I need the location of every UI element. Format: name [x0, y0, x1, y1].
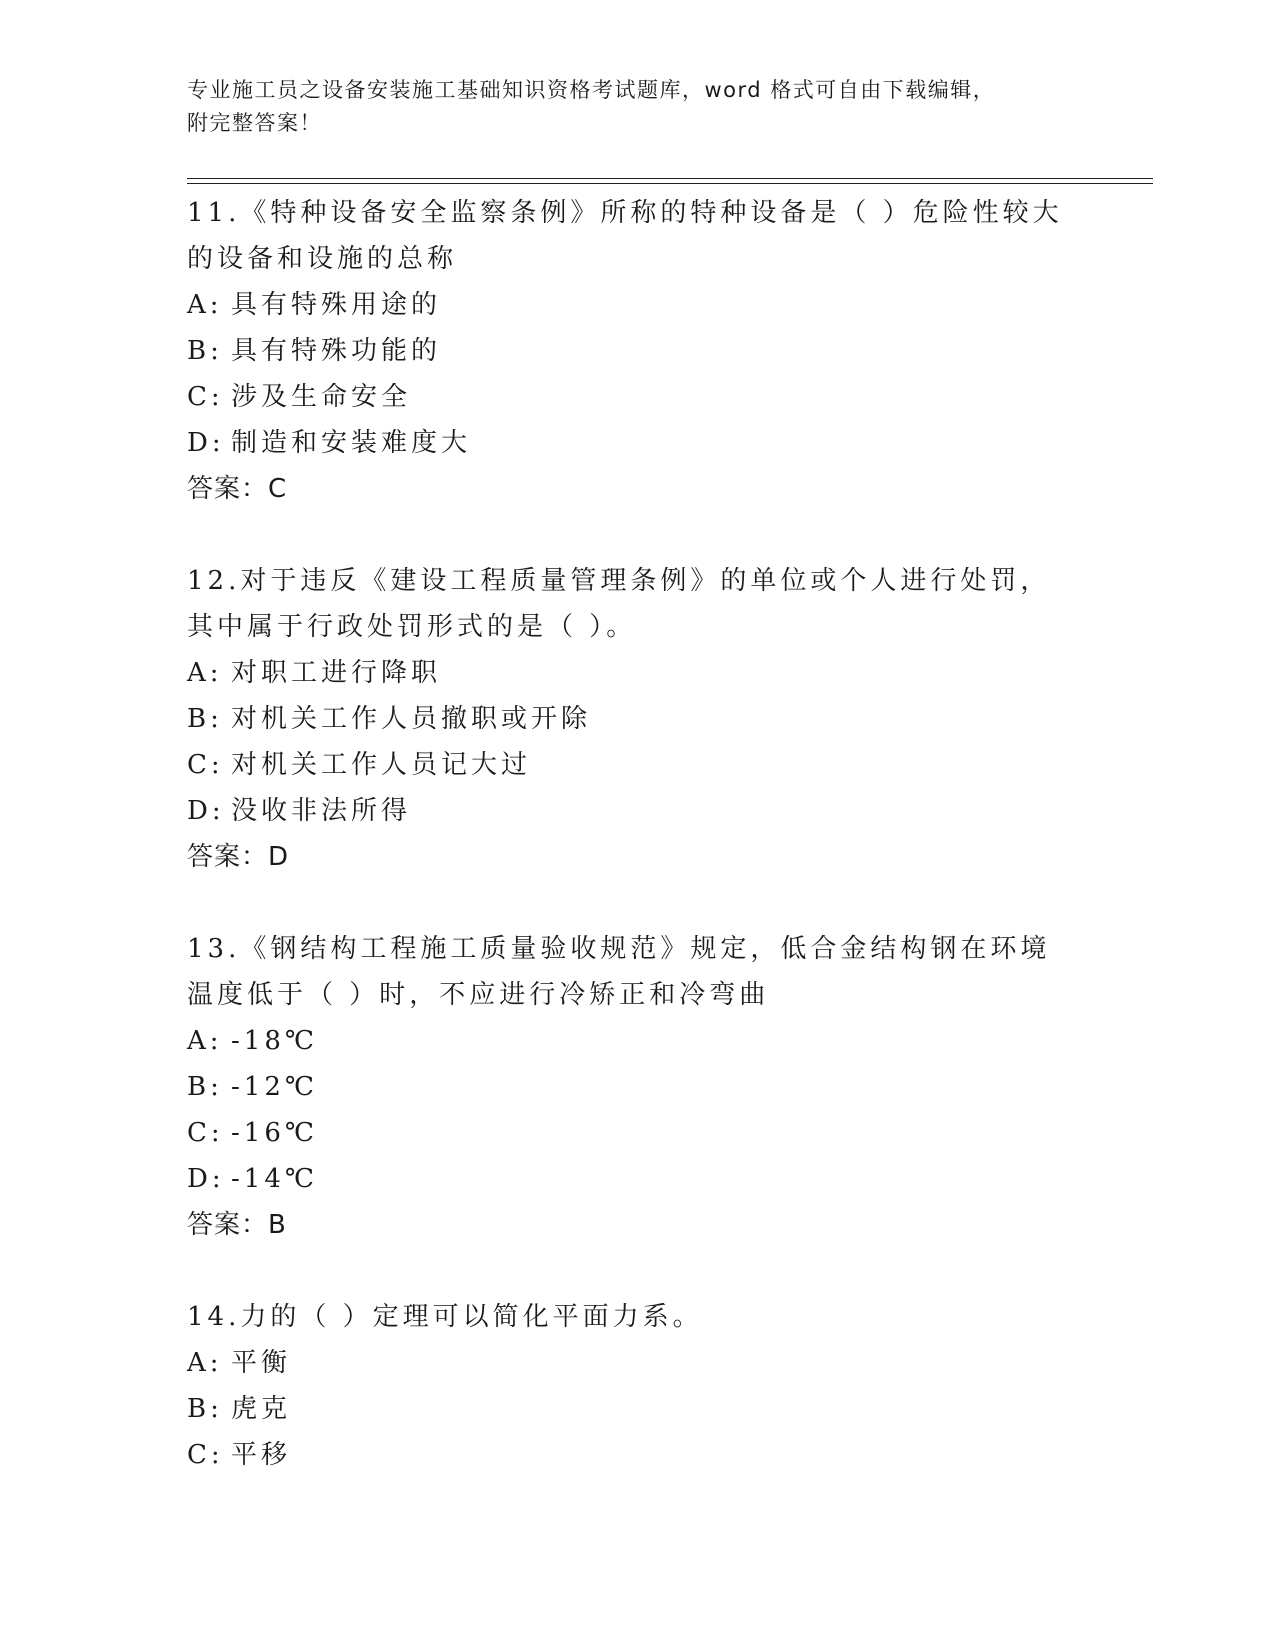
option-letter: A: — [187, 1348, 223, 1378]
option-letter: D: — [187, 428, 225, 458]
question-stem: 14.力的（ ）定理可以简化平面力系。 — [187, 1302, 703, 1332]
question-list — [187, 190, 1087, 1524]
option-c — [187, 1110, 1087, 1156]
question-stem: 13.《钢结构工程施工质量验收规范》规定，低合金结构钢在环境温度低于（ ）时，不应进行冷矫正和冷弯曲 — [187, 934, 1051, 1010]
option-text: 具有特殊功能的 — [231, 336, 442, 366]
header-divider-top — [187, 178, 1153, 179]
option-text: -18℃ — [231, 1026, 318, 1056]
document-header — [187, 74, 1087, 140]
option-a — [187, 1018, 1087, 1064]
header-line-1: 专业施工员之设备安装施工基础知识资格考试题库，word 格式可自由下载编辑， — [187, 78, 996, 102]
option-a — [187, 650, 1087, 696]
option-text: 制造和安装难度大 — [231, 428, 472, 458]
option-letter: B: — [187, 1394, 223, 1424]
answer-line: 答案：B — [187, 1210, 287, 1240]
header-line-2: 附完整答案！ — [187, 111, 322, 135]
question-14 — [187, 1294, 1087, 1478]
option-text: 对职工进行降职 — [231, 658, 442, 688]
question-11 — [187, 190, 1087, 512]
option-a — [187, 282, 1087, 328]
header-divider-bottom — [187, 183, 1153, 184]
option-letter: B: — [187, 1072, 223, 1102]
option-b — [187, 696, 1087, 742]
option-d — [187, 788, 1087, 834]
option-text: 对机关工作人员记大过 — [231, 750, 532, 780]
option-a — [187, 1340, 1087, 1386]
option-letter: B: — [187, 704, 223, 734]
option-text: -14℃ — [231, 1164, 318, 1194]
option-d — [187, 420, 1087, 466]
option-letter: A: — [187, 658, 223, 688]
option-b — [187, 328, 1087, 374]
option-text: -16℃ — [231, 1118, 318, 1148]
option-letter: D: — [187, 796, 225, 826]
option-c — [187, 374, 1087, 420]
option-text: 具有特殊用途的 — [231, 290, 442, 320]
answer-line: 答案：C — [187, 474, 288, 504]
question-stem: 11.《特种设备安全监察条例》所称的特种设备是（ ）危险性较大的设备和设施的总称 — [187, 198, 1063, 274]
option-text: 对机关工作人员撤职或开除 — [231, 704, 592, 734]
option-letter: A: — [187, 290, 223, 320]
option-c — [187, 1432, 1087, 1478]
option-letter: C: — [187, 382, 224, 412]
option-d — [187, 1156, 1087, 1202]
option-letter: C: — [187, 1440, 224, 1470]
option-letter: C: — [187, 750, 224, 780]
question-12 — [187, 558, 1087, 880]
answer-line: 答案：D — [187, 842, 290, 872]
option-c — [187, 742, 1087, 788]
option-text: 平衡 — [231, 1348, 292, 1378]
option-text: 平移 — [231, 1440, 292, 1470]
option-text: 涉及生命安全 — [231, 382, 412, 412]
option-text: -12℃ — [231, 1072, 318, 1102]
option-text: 虎克 — [231, 1394, 292, 1424]
option-letter: B: — [187, 336, 223, 366]
option-text: 没收非法所得 — [231, 796, 412, 826]
option-letter: A: — [187, 1026, 223, 1056]
question-13 — [187, 926, 1087, 1248]
option-b — [187, 1386, 1087, 1432]
option-b — [187, 1064, 1087, 1110]
option-letter: C: — [187, 1118, 224, 1148]
option-letter: D: — [187, 1164, 225, 1194]
question-stem: 12.对于违反《建设工程质量管理条例》的单位或个人进行处罚，其中属于行政处罚形式的是（ ）。 — [187, 566, 1051, 642]
